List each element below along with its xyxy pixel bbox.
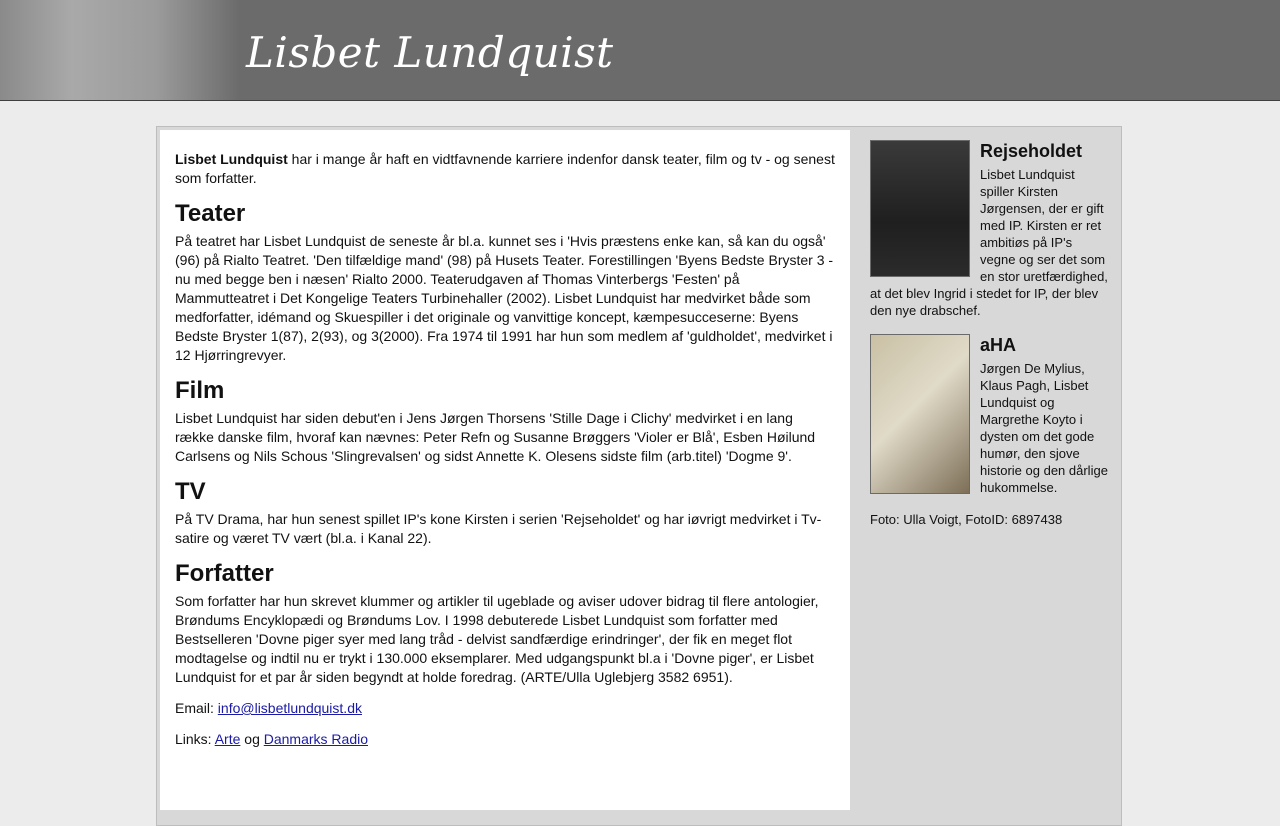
- header-portrait-image: [0, 0, 240, 100]
- section-heading-film: Film: [175, 377, 225, 404]
- intro-text: har i mange år haft en vidtfavnende karriere indenfor dansk teater, film og tv - og senest som forfatter.: [175, 151, 835, 186]
- section-heading-forfatter: Forfatter: [175, 560, 274, 587]
- sidebar: [870, 140, 1108, 528]
- sidebar-heading-rejseholdet: Rejseholdet: [980, 141, 1083, 161]
- site-title: Lisbet Lundquist: [246, 28, 614, 77]
- sidebar-item-aha: [870, 334, 1108, 496]
- links-line: [175, 730, 835, 749]
- links-og-text: og: [240, 731, 264, 747]
- section-text-tv: På TV Drama, har hun senest spillet IP's kone Kirsten i serien 'Rejseholdet' og har iøvrigt medvirket i Tv-satire og været TV vært (bl.a. i Kanal 22).: [175, 511, 822, 546]
- site-header: [0, 0, 1280, 101]
- sidebar-text-aha: Jørgen De Mylius, Klaus Pagh, Lisbet Lundquist og Margrethe Koyto i dysten om det gode humør, den sjove historie og den dårlige hukommelse.: [980, 361, 1108, 495]
- section-text-film: Lisbet Lundquist har siden debut'en i Jens Jørgen Thorsens 'Stille Dage i Clichy' medvirket i en lang række danske film, hvoraf kan nævnes: Peter Refn og Susanne Brøggers 'Violer er Blå', Esben Høilund Carlsens og Nils Schous 'Slingrevalsen' og sidst Annette K. Olesens sidste film (arb.titel) 'Dogme 9'.: [175, 410, 816, 464]
- email-label: Email:: [175, 700, 218, 716]
- photo-credit: Foto: Ulla Voigt, FotoID: 6897438: [870, 512, 1063, 527]
- sidebar-item-rejseholdet: [870, 140, 1108, 319]
- danmarks-radio-link[interactable]: Danmarks Radio: [263, 731, 369, 747]
- sidebar-heading-aha: aHA: [980, 335, 1017, 355]
- intro-name: Lisbet Lundquist: [175, 151, 288, 167]
- rejseholdet-photo: [870, 140, 970, 277]
- arte-link[interactable]: Arte: [214, 731, 241, 747]
- main-content: [160, 130, 850, 810]
- email-link[interactable]: info@lisbetlundquist.dk: [217, 700, 362, 716]
- section-text-forfatter: Som forfatter har hun skrevet klummer og artikler til ugeblade og aviser udover bidrag til flere antologier, Brøndums Encyklopædi og Brøndums Lov. I 1998 debuterede Lisbet Lundquist som forfatter med Bestselleren 'Dovne piger syer med lang tråd - delvist sandfærdige erindringer', der fik en meget flot modtagelse og indtil nu er trykt i 130.000 eksemplarer. Med udgangspunkt bl.a i 'Dovne piger', er Lisbet Lundquist for et par år siden begyndt at holde foredrag. (ARTE/Ulla Uglebjerg 3582 6951).: [175, 593, 819, 685]
- email-line: [175, 699, 835, 718]
- section-text-teater: På teatret har Lisbet Lundquist de seneste år bl.a. kunnet ses i 'Hvis præstens enke kan, så kan du også' (96) på Rialto Teatret. 'Den tilfældige mand' (98) på Husets Teater. Forestillingen 'Byens Bedste Bryster 3 - nu med begge ben i næsen' Rialto 2000. Teaterudgaven af Thomas Vinterbergs 'Festen' på Mammutteatret i Det Kongelige Teaters Turbinehaller (2002). Lisbet Lundquist har medvirket både som medforfatter, idémand og Skuespiller i det originale og vanvittige koncept, kæmpesucceserne: Byens Bedste Bryster 1(87), 2(93), og 3(2000). Fra 1974 til 1991 har hun som medlem af 'guldholdet', medvirket i 12 Hjørringrevyer.: [175, 233, 834, 363]
- intro-paragraph: [175, 150, 835, 188]
- section-heading-tv: TV: [175, 478, 206, 505]
- links-label: Links:: [175, 731, 215, 747]
- section-heading-teater: Teater: [175, 200, 246, 227]
- aha-photo: [870, 334, 970, 494]
- sidebar-text-rejseholdet: Lisbet Lundquist spiller Kirsten Jørgensen, der er gift med IP. Kirsten er ret ambitiøs på IP's vegne og ser det som en stor uretfærdighed, at det blev Ingrid i stedet for IP, der blev den nye drabschef.: [870, 167, 1108, 318]
